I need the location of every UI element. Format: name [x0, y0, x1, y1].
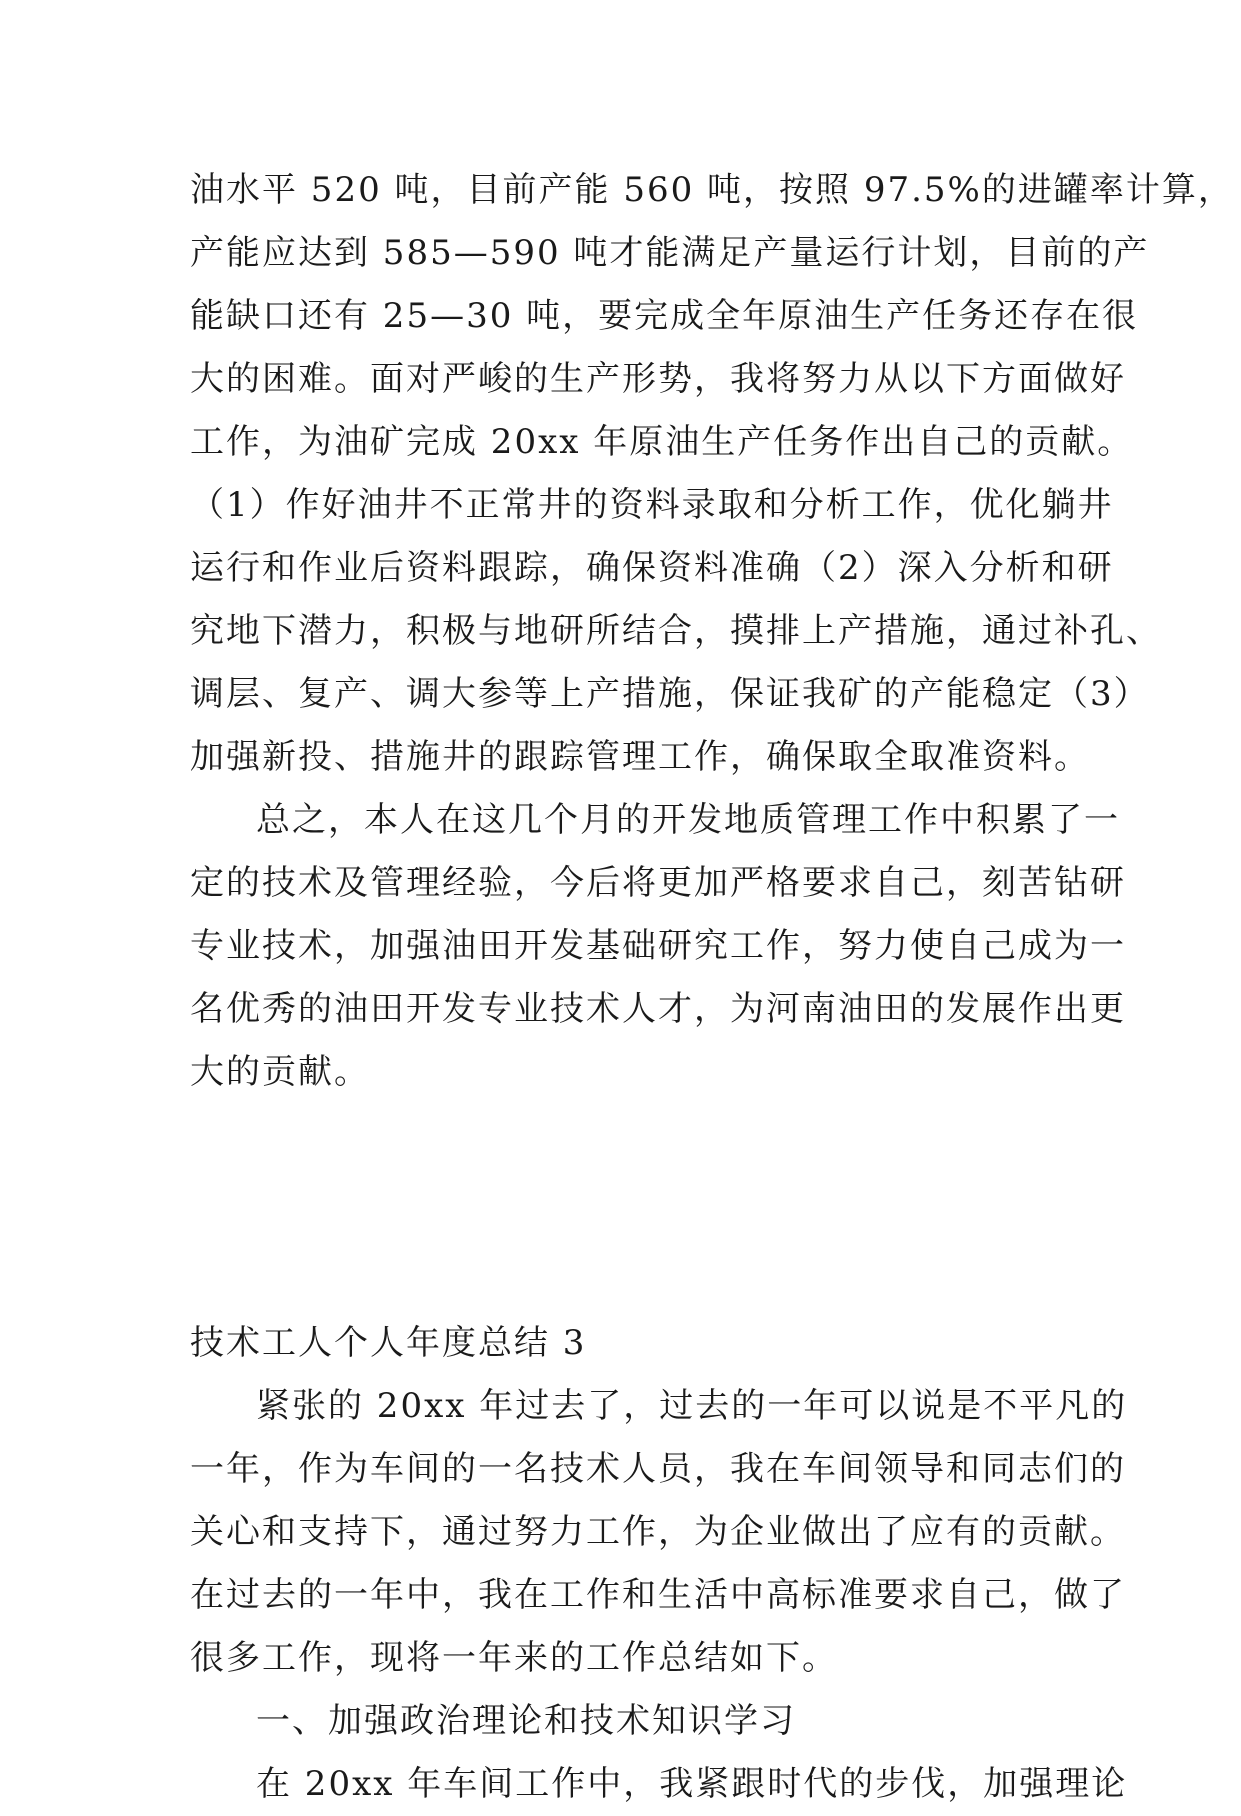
text-line: 在过去的一年中，我在工作和生活中高标准要求自己，做了	[190, 1575, 1126, 1615]
text-line: 究地下潜力，积极与地研所结合，摸排上产措施，通过补孔、	[190, 611, 1162, 651]
text-line: 运行和作业后资料跟踪，确保资料准确（2）深入分析和研	[190, 548, 1114, 588]
text-line: （1）作好油井不正常井的资料录取和分析工作，优化躺井	[190, 485, 1114, 525]
text-line: 总之，本人在这几个月的开发地质管理工作中积累了一	[256, 800, 1120, 840]
text-line: 加强新投、措施井的跟踪管理工作，确保取全取准资料。	[190, 737, 1090, 777]
text-line: 油水平 520 吨，目前产能 560 吨，按照 97.5%的进罐率计算，	[190, 170, 1234, 210]
body-text-section-1	[190, 159, 1234, 1104]
text-line: 专业技术，加强油田开发基础研究工作，努力使自己成为一	[190, 926, 1126, 966]
text-line: 工作，为油矿完成 20xx 年原油生产任务作出自己的贡献。	[190, 422, 1134, 462]
text-line: 定的技术及管理经验，今后将更加严格要求自己，刻苦钻研	[190, 863, 1126, 903]
text-line: 在 20xx 年车间工作中，我紧跟时代的步伐，加强理论	[256, 1764, 1128, 1804]
text-line: 一年，作为车间的一名技术人员，我在车间领导和同志们的	[190, 1449, 1126, 1489]
section-heading	[190, 1312, 1080, 1375]
text-line: 大的困难。面对严峻的生产形势，我将努力从以下方面做好	[190, 359, 1126, 399]
text-line: 能缺口还有 25—30 吨，要完成全年原油生产任务还存在很	[190, 296, 1139, 336]
text-line: 很多工作，现将一年来的工作总结如下。	[190, 1638, 838, 1678]
text-line: 关心和支持下，通过努力工作，为企业做出了应有的贡献。	[190, 1512, 1126, 1552]
text-line: 紧张的 20xx 年过去了，过去的一年可以说是不平凡的	[256, 1386, 1128, 1426]
text-line: 名优秀的油田开发专业技术人才，为河南油田的发展作出更	[190, 989, 1126, 1029]
text-line: 大的贡献。	[190, 1052, 370, 1092]
text-line: 调层、复产、调大参等上产措施，保证我矿的产能稳定（3）	[190, 674, 1150, 714]
body-text-section-2	[190, 1375, 1128, 1816]
section-title: 技术工人个人年度总结 3	[190, 1323, 587, 1363]
text-line: 产能应达到 585—590 吨才能满足产量运行计划，目前的产	[190, 233, 1150, 273]
subheading: 一、加强政治理论和技术知识学习	[256, 1701, 796, 1741]
